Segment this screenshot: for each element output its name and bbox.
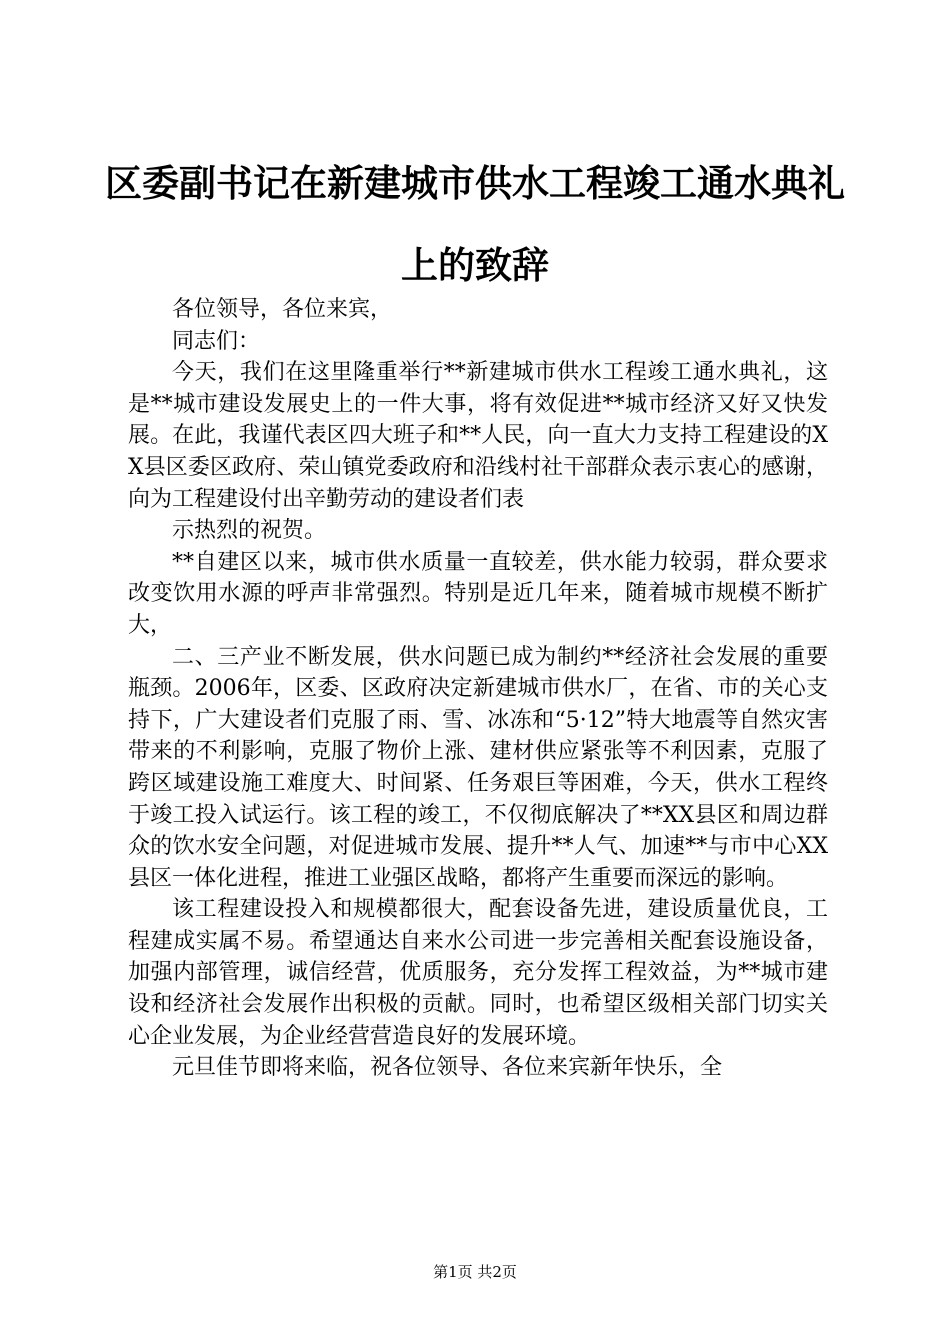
salutation-leaders: 各位领导，各位来宾， bbox=[172, 297, 393, 322]
paragraph-congratulations: 示热烈的祝贺。 bbox=[172, 518, 327, 544]
paragraph-opening: 今天，我们在这里隆重举行**新建城市供水工程竣工通水典礼，这是**城市建设发展史上的一件大事，将有效促进**城市经济又好又快发展。在此，我谨代表区四大班子和**人民，向一直大力支持工程建设的XX县区委区政府、荣山镇党委政府和沿线村社干部群众表示衷心的感谢，向为工程建设付出辛勤劳动的建设者们表 bbox=[128, 360, 828, 512]
salutation-comrades: 同志们： bbox=[172, 328, 261, 354]
page-number-footer: 第1页 共2页 bbox=[433, 1263, 517, 1281]
paragraph-background: **自建区以来，城市供水质量一直较差，供水能力较弱，群众要求改变饮用水源的呼声非常强烈。特别是近几年来，随着城市规模不断扩大， bbox=[128, 549, 828, 638]
paragraph-expectations: 该工程建设投入和规模都很大，配套设备先进，建设质量优良，工程建成实属不易。希望通达自来水公司进一步完善相关配套设施设备，加强内部管理，诚信经营，优质服务，充分发挥工程效益，为**城市建设和经济社会发展作出积极的贡献。同时，也希望区级相关部门切实关心企业发展，为企业经营营造良好的发展环境。 bbox=[128, 897, 828, 1049]
document-body bbox=[128, 294, 828, 1084]
document-title-line-1: 区委副书记在新建城市供水工程竣工通水典礼 bbox=[105, 161, 845, 205]
paragraph-construction: 二、三产业不断发展，供水问题已成为制约**经济社会发展的重要瓶颈。2006年，区委、区政府决定新建城市供水厂，在省、市的关心支持下，广大建设者们克服了雨、雪、冰冻和“5·12”特大地震等自然灾害带来的不利影响，克服了物价上涨、建材供应紧张等不利因素，克服了跨区域建设施工难度大、时间紧、任务艰巨等困难，今天，供水工程终于竣工投入试运行。该工程的竣工，不仅彻底解决了**XX县区和周边群众的饮水安全问题，对促进城市发展、提升**人气、加速**与市中心XX县区一体化进程，推进工业强区战略，都将产生重要而深远的影响。 bbox=[128, 644, 828, 891]
document-title-line-2: 上的致辞 bbox=[401, 243, 549, 287]
paragraph-closing: 元旦佳节即将来临，祝各位领导、各位来宾新年快乐，全 bbox=[172, 1055, 723, 1081]
